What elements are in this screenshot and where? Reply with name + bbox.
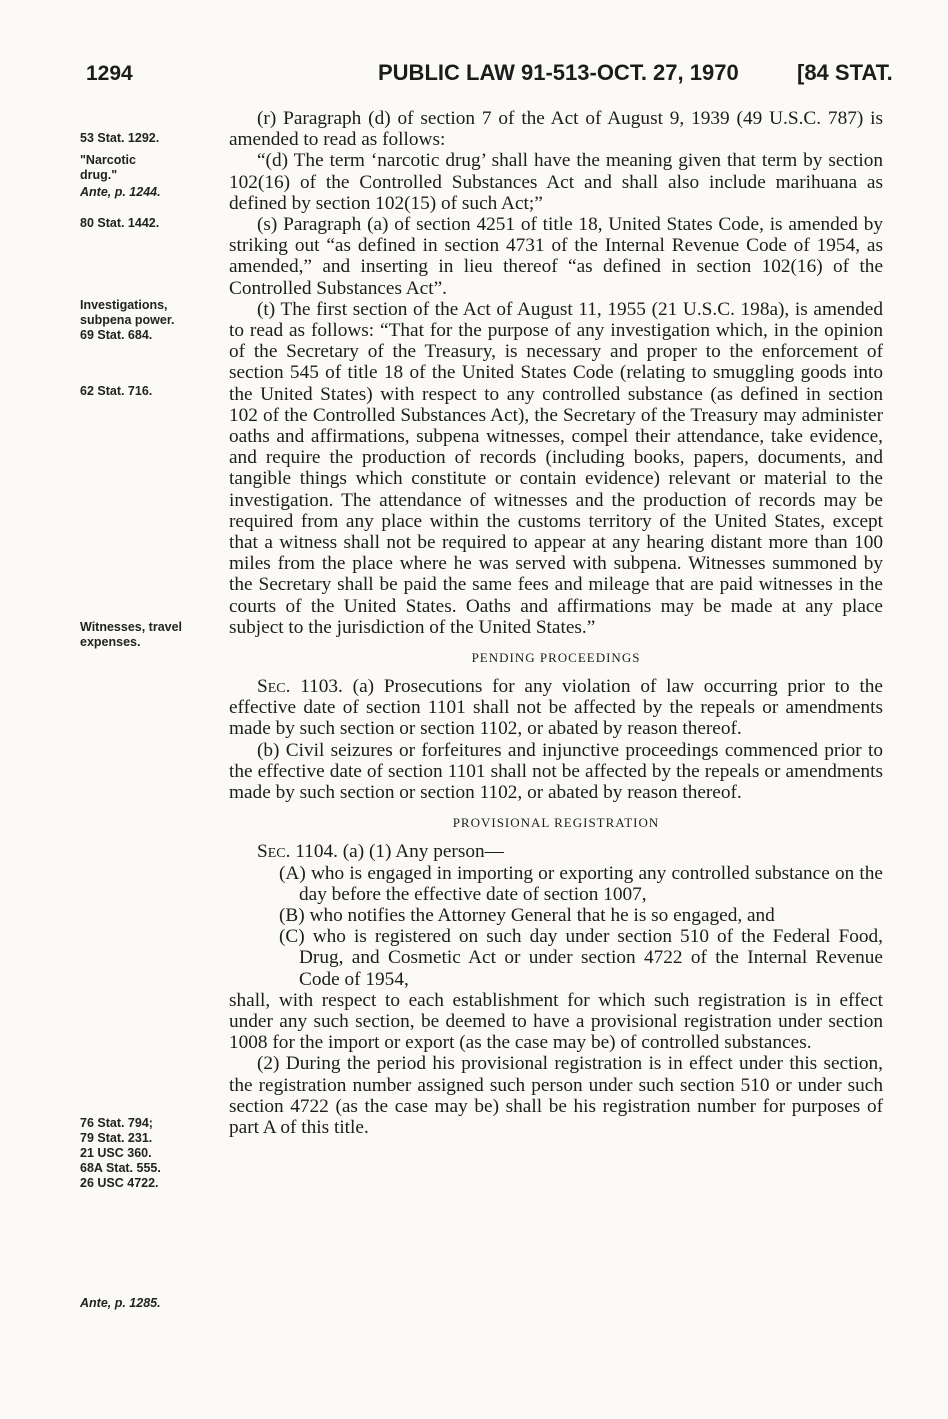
section-heading: PROVISIONAL REGISTRATION	[452, 815, 660, 831]
section-1103-a: Sec. 1103. (a) Prosecutions for any violation of law occurring prior to the effective date of section 1101 shall not be affected by the repeals or amendments made by such section or section 1102, or abated by reason thereof.	[229, 676, 883, 740]
list-item-c: (C) who is registered on such day under section 510 of the Federal Food, Drug, and Cosmetic Act or under section 4722 of the Internal Revenue Code of 1954,	[279, 926, 883, 990]
running-title: PUBLIC LAW 91-513-OCT. 27, 1970	[378, 60, 739, 85]
section-1103-b: (b) Civil seizures or forfeitures and injunctive proceedings commenced prior to the effective date of section 1101 shall not be affected by the repeals or amendments made by such section or section 1102, or abated by reason thereof.	[229, 739, 883, 804]
section-heading: PENDING PROCEEDINGS	[471, 650, 641, 666]
margin-note: "Narcotic drug."	[80, 153, 136, 182]
page-number: 1294	[86, 62, 133, 85]
paragraph-r: (r) Paragraph (d) of section 7 of the Act of August 9, 1939 (49 U.S.C. 787) is amended to read as follows:	[229, 108, 883, 151]
margin-note: Ante, p. 1285.	[80, 1296, 161, 1310]
margin-notes	[0, 0, 220, 1419]
body-text	[229, 108, 883, 1138]
margin-note: 53 Stat. 1292.	[80, 131, 160, 145]
list-item-b: (B) who notifies the Attorney General that he is so engaged, and	[279, 904, 775, 926]
list-item-a: (A) who is engaged in importing or exporting any controlled substance on the day before the effective date of section 1007,	[279, 862, 883, 905]
margin-note: Investigations, subpena power. 69 Stat. 684.	[80, 298, 175, 342]
margin-note: 80 Stat. 1442.	[80, 216, 160, 230]
paragraph-2: (2) During the period his provisional registration is in effect under this section, the registration number assigned such person under such section 510 or under such section 4722 (as the case may be) shall be his registration number for purposes of part A of this title.	[229, 1053, 883, 1138]
paragraph-s: (s) Paragraph (a) of section 4251 of title 18, United States Code, is amended by striking out “as defined in section 4731 of the Internal Revenue Code of 1954, as amended,” and inserting in lieu thereof “as defined in section 102(16) of the Controlled Substances Act”.	[229, 214, 883, 299]
margin-note: Witnesses, travel expenses.	[80, 620, 183, 649]
statute-reference: [84 STAT.	[797, 60, 893, 85]
margin-note: 62 Stat. 716.	[80, 384, 153, 398]
section-1104-intro: Sec. 1104. (a) (1) Any person—	[257, 841, 504, 863]
paragraph-t: (t) The first section of the Act of August 11, 1955 (21 U.S.C. 198a), is amended to read as follows: “That for the purpose of any investigation which, in the opinion of the Secretary of the Treasury, is necessary and proper to the enforcement of section 545 of title 18 of the United States Code (relating to smuggling goods into the United States) with respect to any controlled substance (as defined in section 102 of the Controlled Substances Act), the Secretary of the Treasury may administer oaths and affirmations, subpena witnesses, compel their attendance, take evidence, and require the production of records (including books, papers, documents, and tangible things which constitute or contain evidence) relevant or material to the investigation. The attendance of witnesses and the production of records may be required from any place within the customs territory of the United States, except that a witness shall not be required to appear at any hearing distant more than 100 miles from the place where he was served with subpena. Witnesses summoned by the Secretary shall be paid the same fees and mileage that are paid witnesses in the courts of the United States. Oaths and affirmations may be made at any place subject to the jurisdiction of the United States.”	[229, 298, 883, 638]
paragraph-d: “(d) The term ‘narcotic drug’ shall have the meaning given that term by section 102(16) of the Controlled Substances Act and shall also include marihuana as defined by section 102(15) of such Act;”	[229, 150, 883, 214]
margin-note: Ante, p. 1244.	[80, 185, 161, 199]
margin-note: 76 Stat. 794; 79 Stat. 231. 21 USC 360. 68A Stat. 555. 26 USC 4722.	[80, 1116, 161, 1190]
paragraph-shall: shall, with respect to each establishment for which such registration is in effect under any such section, be deemed to have a provisional registration under section 1008 for the import or export (as the case may be) of controlled substances.	[229, 989, 883, 1054]
